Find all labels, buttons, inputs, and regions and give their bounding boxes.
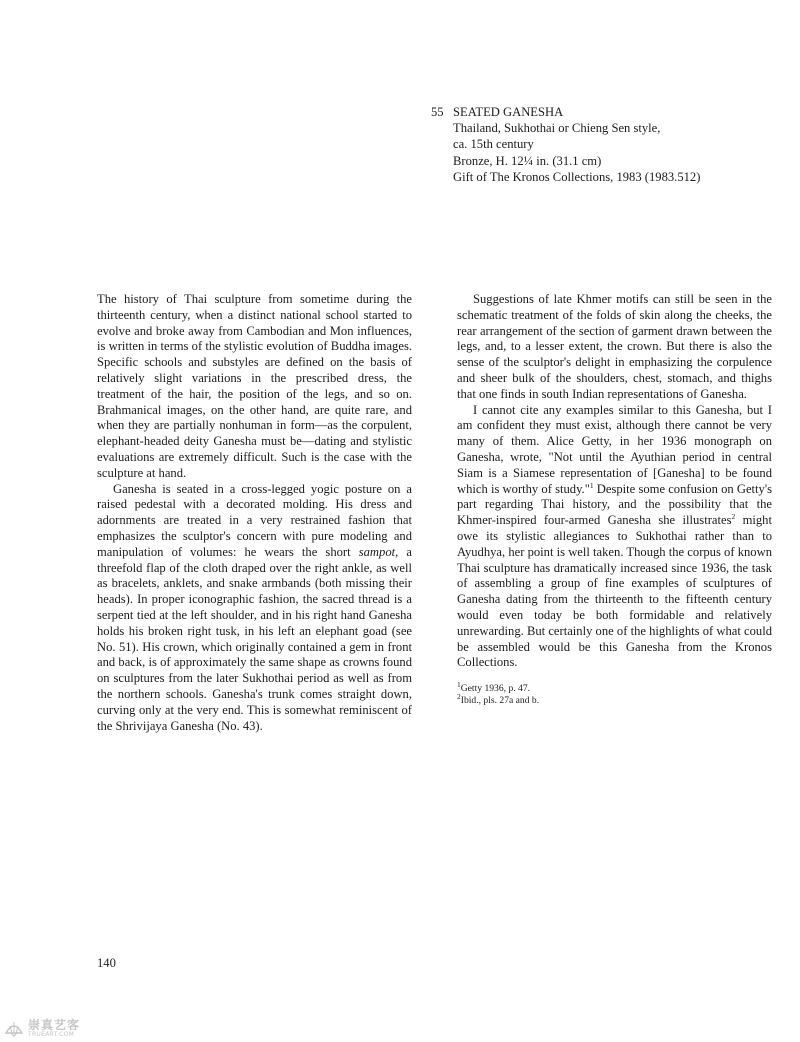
object-medium: Bronze, H. 12¼ in. (31.1 cm) <box>453 153 602 168</box>
left-text-column <box>97 292 412 734</box>
object-date: ca. 15th century <box>453 137 534 152</box>
right-text-column <box>457 292 772 707</box>
object-origin: Thailand, Sukhothai or Chieng Sen style, <box>453 121 661 136</box>
shell-logo-icon <box>4 1018 24 1038</box>
footnote: $^1$Getty 1936, p. 47. <box>457 679 531 695</box>
paragraph: I cannot cite any examples similar to this Ganesha, but I am confident they must exist, although there cannot be very many of them. Alice Getty, in her 1936 monograph on Ganesha, wrote, "Not until the Ayuthian period in central Siam is a Siamese representation of [Ganesha] to be found which is worthy of study."$^1$ Despite some confusion on Getty's part regarding Thai history, and the possibility that the Khmer-inspired four-armed Ganesha she illustrates$^2$ might owe its stylistic allegiances to Sukhothai rather than to Ayudhya, her point is well taken. Though the corpus of known Thai sculpture has dramatically increased since 1936, the task of assembling a group of fine examples of sculptures of Ganesha dating from the thirteenth to the fifteenth century would even today be both formidable and relatively unrewarding. But certainly one of the highlights of what could be assembled would be this Ganesha from the Kronos Collections. <box>457 402 772 670</box>
watermark <box>4 1018 80 1038</box>
page-number: 140 <box>97 956 116 970</box>
object-credit: Gift of The Kronos Collections, 1983 (1983.512) <box>453 169 701 184</box>
paragraph: Ganesha is seated in a cross-legged yogic posture on a raised pedestal with a decorated molding. His dress and adornments are treated in a very restrained fashion that emphasizes the sculptor's concern with pure modeling and manipulation of volumes: he wears the short sampot, a threefold flap of the cloth draped over the right ankle, as well as bracelets, anklets, and snake armbands (both missing their heads). In proper iconographic fashion, the sacred thread is a serpent tied at the left shoulder, and in his right hand Ganesha holds his broken right tusk, in his left an elephant goad (see No. 51). His crown, which originally contained a gem in front and back, is of approximately the same shape as crowns found on sculptures from the later Sukhothai period as well as from the northern schools. Ganesha's trunk comes straight down, curving only at the very end. This is somewhat reminiscent of the Shrivijaya Ganesha (No. 43). <box>97 481 412 733</box>
footnote-ref[interactable]: 1 <box>589 480 594 490</box>
italic-term: sampot, <box>358 544 399 559</box>
catalog-number: 55 <box>431 105 444 119</box>
paragraph: Suggestions of late Khmer motifs can still be seen in the schematic treatment of the folds of skin along the cheeks, the rear arrangement of the section of garment drawn between the legs, and, to a lesser extent, the crown. But there is also the sense of the sculptor's delight in emphasizing the corpulence and sheer bulk of the shoulders, chest, stomach, and thighs that one finds in south Indian representations of Ganesha. <box>457 292 772 401</box>
watermark-cn: 崇真艺客 <box>28 1017 81 1032</box>
footnote: $^2$Ibid., pls. 27a and b. <box>457 691 540 707</box>
footnotes <box>457 679 772 707</box>
paragraph: The history of Thai sculpture from sometime during the thirteenth century, when a distinct national school started to evolve and broke away from Cambodian and Mon influences, is written in terms of the stylistic evolution of Buddha images. Specific schools and substyles are defined on the basis of relatively slight variations in the prescribed dress, the treatment of the hair, the position of the legs, and so on. Brahmanical images, on the other hand, are quite rare, and when they are partially nonhuman in form—as the corpulent, elephant-headed deity Ganesha must be—dating and stylistic evaluations are extremely difficult. Such is the case with the sculpture at hand. <box>97 292 412 480</box>
object-title: SEATED GANESHA <box>453 105 564 119</box>
object-caption <box>431 104 771 185</box>
footnote-ref[interactable]: 2 <box>731 511 736 521</box>
watermark-en: TRUEART.COM <box>28 1030 75 1038</box>
